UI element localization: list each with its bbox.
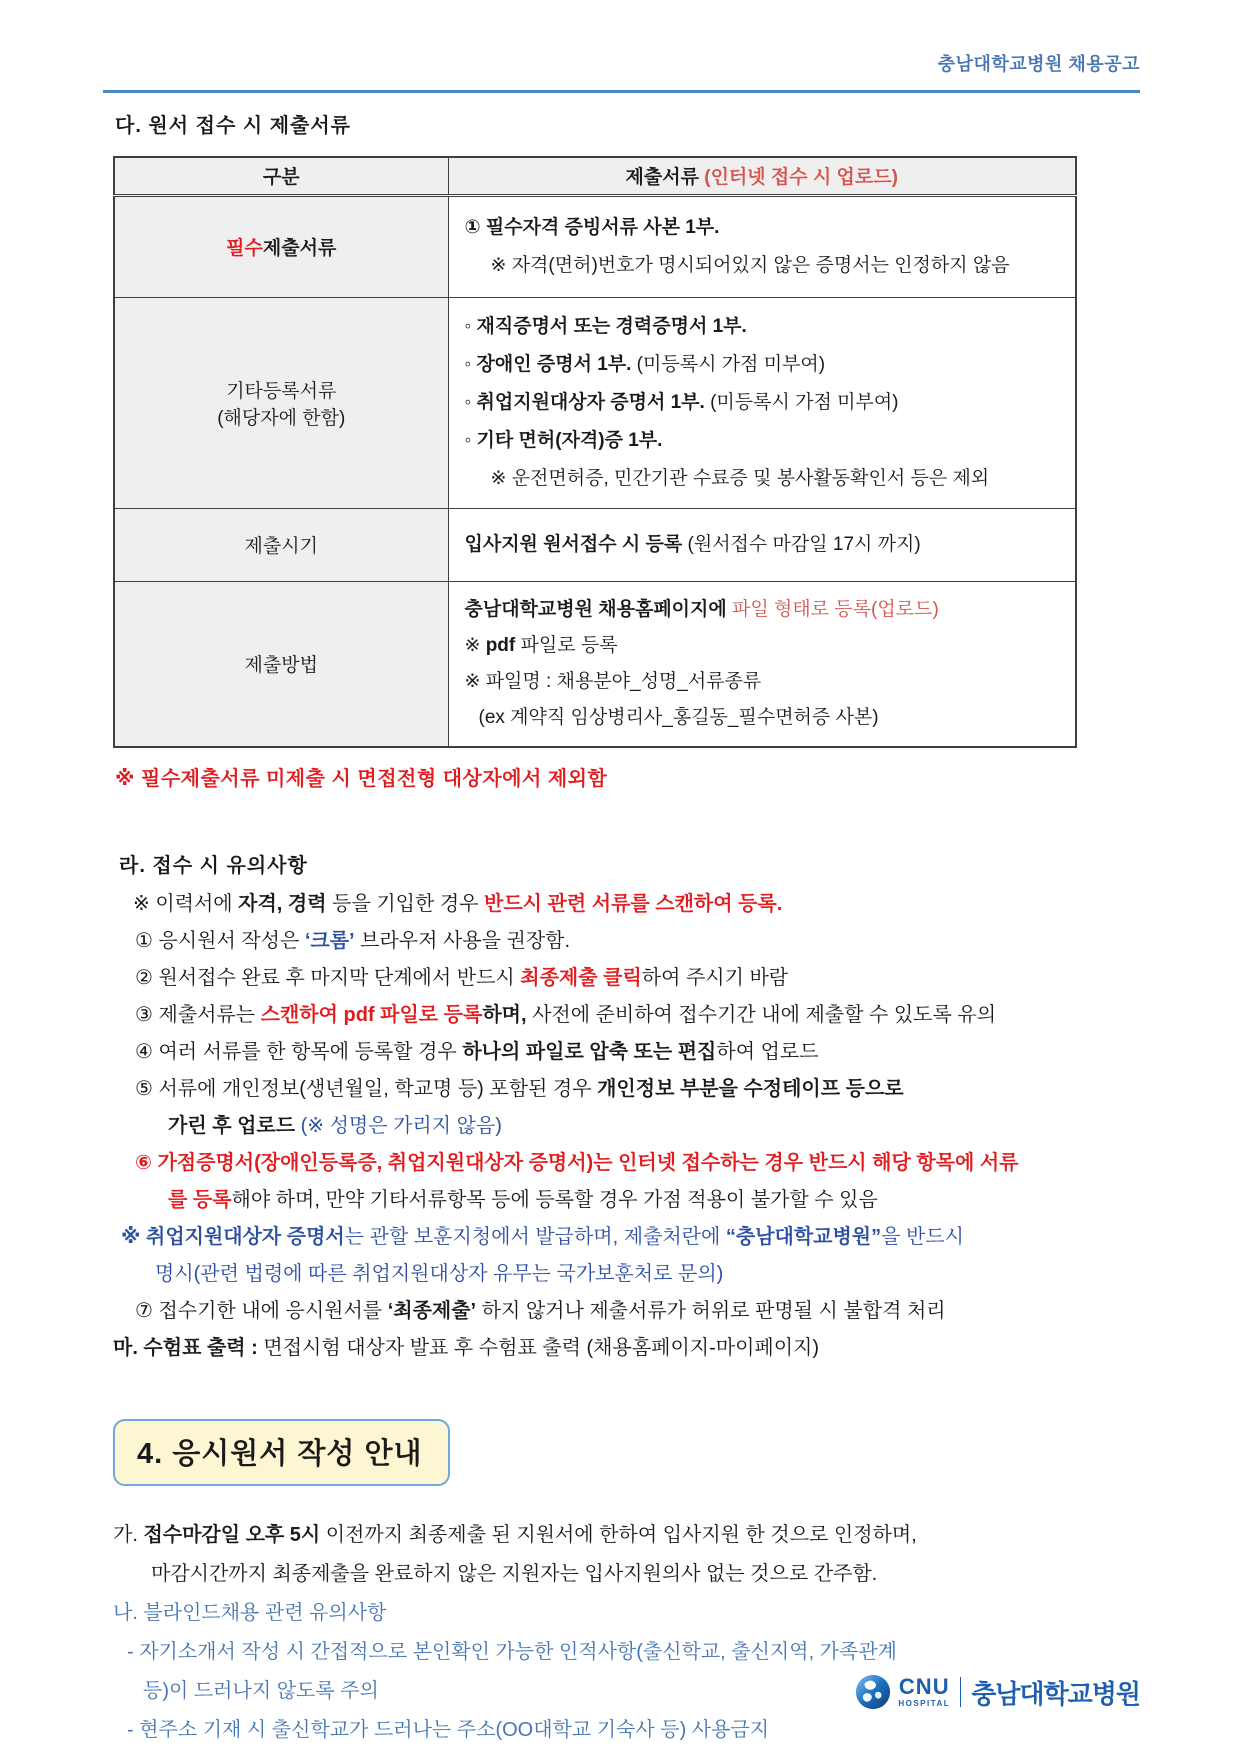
table-row-other-docs	[114, 297, 1076, 508]
row-label-other	[114, 297, 448, 508]
section-da-heading: 다. 원서 접수 시 제출서류	[115, 115, 351, 137]
text-line: 충남대학교병원 채용홈페이지에 파일 형태로 등록(업로드)	[464, 598, 939, 620]
hospital-korean-name: 충남대학교병원	[971, 1678, 1140, 1709]
row-label-line: 기타등록서류	[226, 380, 337, 402]
text-line: ◦ 취업지원대상자 증명서 1부. (미등록시 가점 미부여)	[464, 391, 899, 413]
text-line: (ex 계약직 임상병리사_홍길동_필수면허증 사본)	[478, 706, 879, 728]
section-ma-line: 마. 수험표 출력 : 면접시험 대상자 발표 후 수험표 출력 (채용홈페이지-마이페이지)	[113, 1336, 820, 1359]
list-item-4: ④ 여러 서류를 한 항목에 등록할 경우 하나의 파일로 압축 또는 편집하여 업로드	[135, 1040, 819, 1063]
page-footer	[854, 1673, 1140, 1711]
table-row-submit-method	[114, 581, 1076, 747]
cnu-text: CNU	[898, 1674, 950, 1699]
list-item-7: ⑦ 접수기한 내에 응시원서를 ‘최종제출’ 하지 않거나 제출서류가 허위로 판명될 시 불합격 처리	[135, 1299, 946, 1322]
hospital-text: HOSPITAL	[898, 1699, 951, 1708]
submission-documents-table	[113, 156, 1077, 748]
list-item-5-wrap: 가린 후 업로드 (※ 성명은 가리지 않음)	[168, 1114, 502, 1137]
row-body-submit-method	[448, 581, 1076, 747]
ga-line-2: 마감시간까지 최종제출을 완료하지 않은 지원자는 입사지원의사 없는 것으로 간주함.	[151, 1562, 878, 1585]
row-body-submit-time	[448, 508, 1076, 581]
required-docs-warning: ※ 필수제출서류 미제출 시 면접전형 대상자에서 제외함	[115, 767, 608, 790]
table-header-row	[114, 157, 1076, 195]
header-rule	[103, 90, 1140, 93]
row-label-line: (해당자에 한함)	[217, 407, 346, 429]
text-line: ◦ 장애인 증명서 1부. (미등록시 가점 미부여)	[464, 353, 826, 375]
text-line: ① 필수자격 증빙서류 사본 1부.	[464, 216, 720, 238]
section-ra-heading: 라. 접수 시 유의사항	[119, 854, 308, 877]
section-4-title-box	[113, 1419, 450, 1486]
text-line: ※ 자격(면허)번호가 명시되어있지 않은 증명서는 인정하지 않음	[490, 254, 1010, 276]
text-line: ※ 파일명 : 채용분야_성명_서류종류	[464, 670, 762, 692]
veteran-certificate-note-wrap: 명시(관련 법령에 따른 취업지원대상자 유무는 국가보훈처로 문의)	[155, 1262, 724, 1285]
application-notes-list	[113, 886, 1140, 1367]
text-line: 입사지원 원서접수 시 등록 (원서접수 마감일 17시 까지)	[464, 533, 921, 555]
text-line: ※ 운전면허증, 민간기관 수료증 및 봉사활동확인서 등은 제외	[490, 467, 990, 489]
section-4-body	[113, 1516, 1140, 1750]
text-line: ◦ 재직증명서 또는 경력증명서 1부.	[464, 315, 747, 337]
logo-divider	[960, 1677, 961, 1707]
row-label-required: 필수제출서류	[114, 195, 448, 297]
page-header-title: 충남대학교병원 채용공고	[937, 54, 1140, 74]
row-body-required	[448, 195, 1076, 297]
row-body-other	[448, 297, 1076, 508]
section-4-title: 4. 응시원서 작성 안내	[137, 1437, 423, 1470]
row-label-submit-method: 제출방법	[114, 581, 448, 747]
list-item-6: ⑥ 가점증명서(장애인등록증, 취업지원대상자 증명서)는 인터넷 접수하는 경우 반드시 해당 항목에 서류	[135, 1151, 1019, 1174]
table-row-required-docs	[114, 195, 1076, 297]
cnuh-globe-icon	[854, 1673, 892, 1711]
ga-line-1: 가. 접수마감일 오후 5시 이전까지 최종제출 된 지원서에 한하여 입사지원 한 것으로 인정하며,	[113, 1523, 917, 1546]
list-note: ※ 이력서에 자격, 경력 등을 기입한 경우 반드시 관련 서류를 스캔하여 등록.	[133, 892, 783, 915]
table-row-submit-time	[114, 508, 1076, 581]
list-item-1: ① 응시원서 작성은 ‘크롬’ 브라우저 사용을 권장함.	[135, 929, 571, 952]
list-item-5: ⑤ 서류에 개인정보(생년월일, 학교명 등) 포함된 경우 개인정보 부분을 수정테이프 등으로	[135, 1077, 904, 1100]
table-header-category: 구분	[114, 157, 448, 195]
veteran-certificate-note: ※ 취업지원대상자 증명서는 관할 보훈지청에서 발급하며, 제출처란에 “충남대학교병원”을 반드시	[121, 1225, 964, 1248]
table-header-documents: 제출서류 (인터넷 접수 시 업로드)	[448, 157, 1076, 195]
row-label-submit-time: 제출시기	[114, 508, 448, 581]
na-dash-2: - 현주소 기재 시 출신학교가 드러나는 주소(OO대학교 기숙사 등) 사용금지	[127, 1718, 770, 1741]
na-dash-1-wrap: 등)이 드러나지 않도록 주의	[143, 1679, 379, 1702]
cnu-hospital-wordmark	[898, 1676, 950, 1708]
cnuh-logo	[854, 1673, 1140, 1711]
na-heading: 나. 블라인드채용 관련 유의사항	[113, 1601, 387, 1624]
na-dash-1: - 자기소개서 작성 시 간접적으로 본인확인 가능한 인적사항(출신학교, 출신지역, 가족관계	[127, 1640, 897, 1663]
list-item-2: ② 원서접수 완료 후 마지막 단계에서 반드시 최종제출 클릭하여 주시기 바람	[135, 966, 789, 989]
list-item-3: ③ 제출서류는 스캔하여 pdf 파일로 등록하며, 사전에 준비하여 접수기간 내에 제출할 수 있도록 유의	[135, 1003, 997, 1026]
list-item-6-wrap: 를 등록해야 하며, 만약 기타서류항목 등에 등록할 경우 가점 적용이 불가할 수 있음	[168, 1188, 878, 1211]
text-line: ※ pdf 파일로 등록	[464, 634, 618, 656]
text-line: ◦ 기타 면허(자격)증 1부.	[464, 429, 663, 451]
